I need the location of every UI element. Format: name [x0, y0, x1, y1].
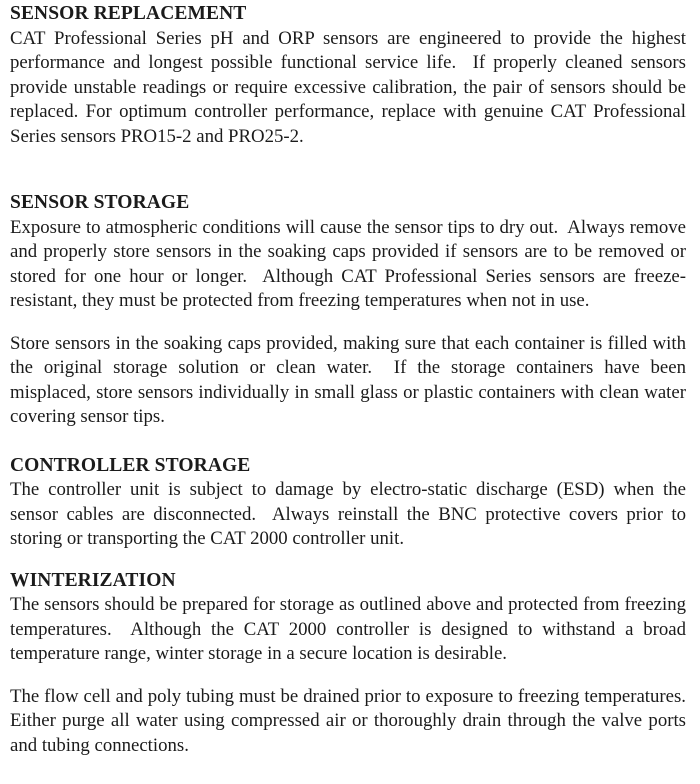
section-sensor-replacement — [10, 2, 691, 149]
paragraph: CAT Professional Series pH and ORP sensors are engineered to provide the highest performance and longest possible functional service life. If properly cleaned sensors provide unstable readings or require excessive calibration, the pair of sensors should be replaced. For optimum controller performance, replace with genuine CAT Professional Series sensors PRO15-2 and PRO25-2. — [10, 27, 691, 147]
section-heading: CONTROLLER STORAGE — [10, 454, 251, 476]
paragraph: Store sensors in the soaking caps provided, making sure that each container is filled with the original storage solution or clean water. If the storage containers have been misplaced, store sensors individually in small glass or plastic containers with clean water covering sensor tips. — [10, 332, 691, 427]
section-heading: WINTERIZATION — [10, 569, 176, 591]
paragraph: Exposure to atmospheric conditions will cause the sensor tips to dry out. Always remove and properly store sensors in the soaking caps provided if sensors are to be removed or stored for one hour or longer. Although CAT Professional Series sensors are freeze-resistant, they must be protected from freezing temperatures when not in use. — [10, 216, 691, 311]
paragraph: The flow cell and poly tubing must be drained prior to exposure to freezing temperatures. Either purge all water using compressed air or thoroughly drain through the valve ports and tubing connections. — [10, 685, 696, 756]
section-heading: SENSOR REPLACEMENT — [10, 3, 247, 24]
paragraph: The sensors should be prepared for storage as outlined above and protected from freezing temperatures. Although the CAT 2000 controller is designed to withstand a broad temperature range, winter storage in a secure location is desirable. — [10, 594, 691, 664]
paragraph: The controller unit is subject to damage by electro-static discharge (ESD) when the sensor cables are disconnected. Always reinstall the BNC protective covers prior to storing or transporting the CAT 2000 controller unit. — [10, 479, 691, 549]
section-heading: SENSOR STORAGE — [10, 192, 190, 213]
section-sensor-storage — [10, 191, 691, 430]
section-controller-storage — [10, 454, 691, 552]
section-winterization — [10, 569, 696, 759]
